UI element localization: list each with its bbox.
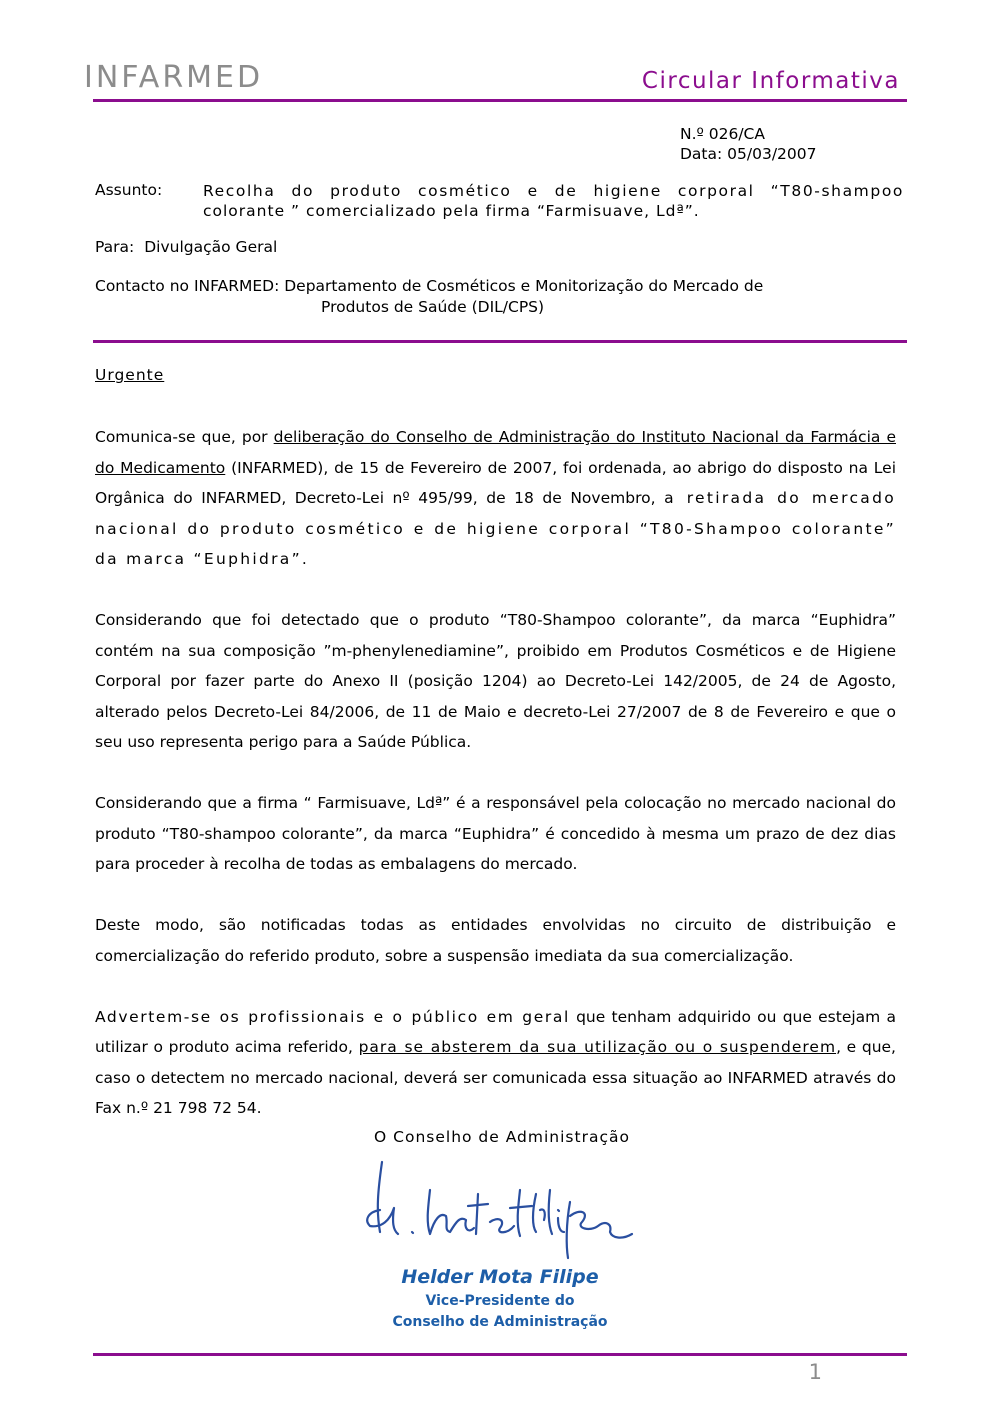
contact-line-1: Departamento de Cosméticos e Monitorização do Mercado de [284,277,764,295]
subject-label: Assunto: [95,181,163,199]
org-header: INFARMED [84,60,264,95]
circular-meta [680,124,817,164]
circular-date: Data: 05/03/2007 [680,145,817,163]
page-number: 1 [808,1360,822,1384]
contact-label: Contacto no INFARMED: [95,277,280,295]
signer-role-line-2: Conselho de Administração [392,1314,608,1330]
paragraph-5-mid: que tenham adquirido ou que estejam a utilizar o produto acima referido, [95,1007,896,1056]
closing-board: O Conselho de Administração [374,1128,630,1146]
paragraph-2: Considerando que foi detectado que o produto “T80-Shampoo colorante”, da marca “Euphidra” contém na sua composição ”m-phenylenediamine”, proibido em Produtos Cosméticos e de Higiene Corporal por fazer parte do Anexo II (posição 1204) ao Decreto-Lei 142/2005, de 24 de Agosto, alterado pelos Decreto-Lei 84/2006, de 11 de Maio e decreto-Lei 27/2007 de 8 de Fevereiro e que o seu uso representa perigo para a Saúde Pública. [95,611,896,751]
circular-number: N.º 026/CA [680,125,765,143]
paragraph-3: Considerando que a firma “ Farmisuave, Ldª” é a responsável pela colocação no mercado nacional do produto “T80-shampoo colorante”, da marca “Euphidra” é concedido à mesma um prazo de dez dias para proceder à recolha de todas as embalagens do mercado. [95,794,896,873]
urgency-label: Urgente [95,366,165,384]
paragraph-5-intro: Advertem-se os profissionais e o público em geral [95,1007,570,1026]
subject-text [203,181,904,221]
signer-role-line-1: Vice-Presidente do [425,1293,575,1309]
paragraph-1 [95,422,896,575]
recipients-label: Para: [95,238,135,256]
section-divider [93,340,907,343]
deliberation-reference: deliberação do Conselho de Administração do Instituto Nacional da Farmácia e do Medicamento [95,428,896,477]
paragraph-5 [95,1002,896,1124]
contact-block [95,276,763,318]
paragraph-4: Deste modo, são notificadas todas as entidades envolvidas no circuito de distribuição e comercialização do referido produto, sobre a suspensão imediata da sua comercialização. [95,916,896,965]
recipients [95,238,277,256]
paragraph-1-mid: (INFARMED), de 15 de Fevereiro de 2007, foi ordenada, ao abrigo do disposto na Lei Orgânica do INFARMED, Decreto-Lei nº 495/99, de 18 de Novembro, [95,458,897,507]
recipients-value: Divulgação Geral [144,238,278,256]
document-type-header: Circular Informativa [641,68,900,94]
subject-line-1: Recolha do produto cosmético e de higiene corporal “T80-shampoo [203,182,904,200]
header-divider [93,99,907,102]
paragraph-1-end: a retirada do mercado nacional do produto cosmético e de higiene corporal “T80-Shampoo colorante” da marca “Euphidra”. [95,489,896,568]
paragraph-1-intro: Comunica-se que, por [95,428,274,446]
handwritten-signature [360,1150,640,1260]
abstention-instruction: para se absterem da sua utilização ou o suspenderem [358,1038,837,1056]
footer-divider [93,1353,907,1356]
signer-name: Helder Mota Filipe [401,1266,599,1288]
circular-body [95,422,896,1154]
subject-line-2: colorante ” comercializado pela firma “Farmisuave, Ldª”. [203,202,700,220]
contact-line-2: Produtos de Saúde (DIL/CPS) [321,298,545,316]
paragraph-5-end: , e que, caso o detectem no mercado nacional, deverá ser comunicada essa situação ao INFARMED através do Fax n.º 21 798 72 54. [95,1038,896,1117]
